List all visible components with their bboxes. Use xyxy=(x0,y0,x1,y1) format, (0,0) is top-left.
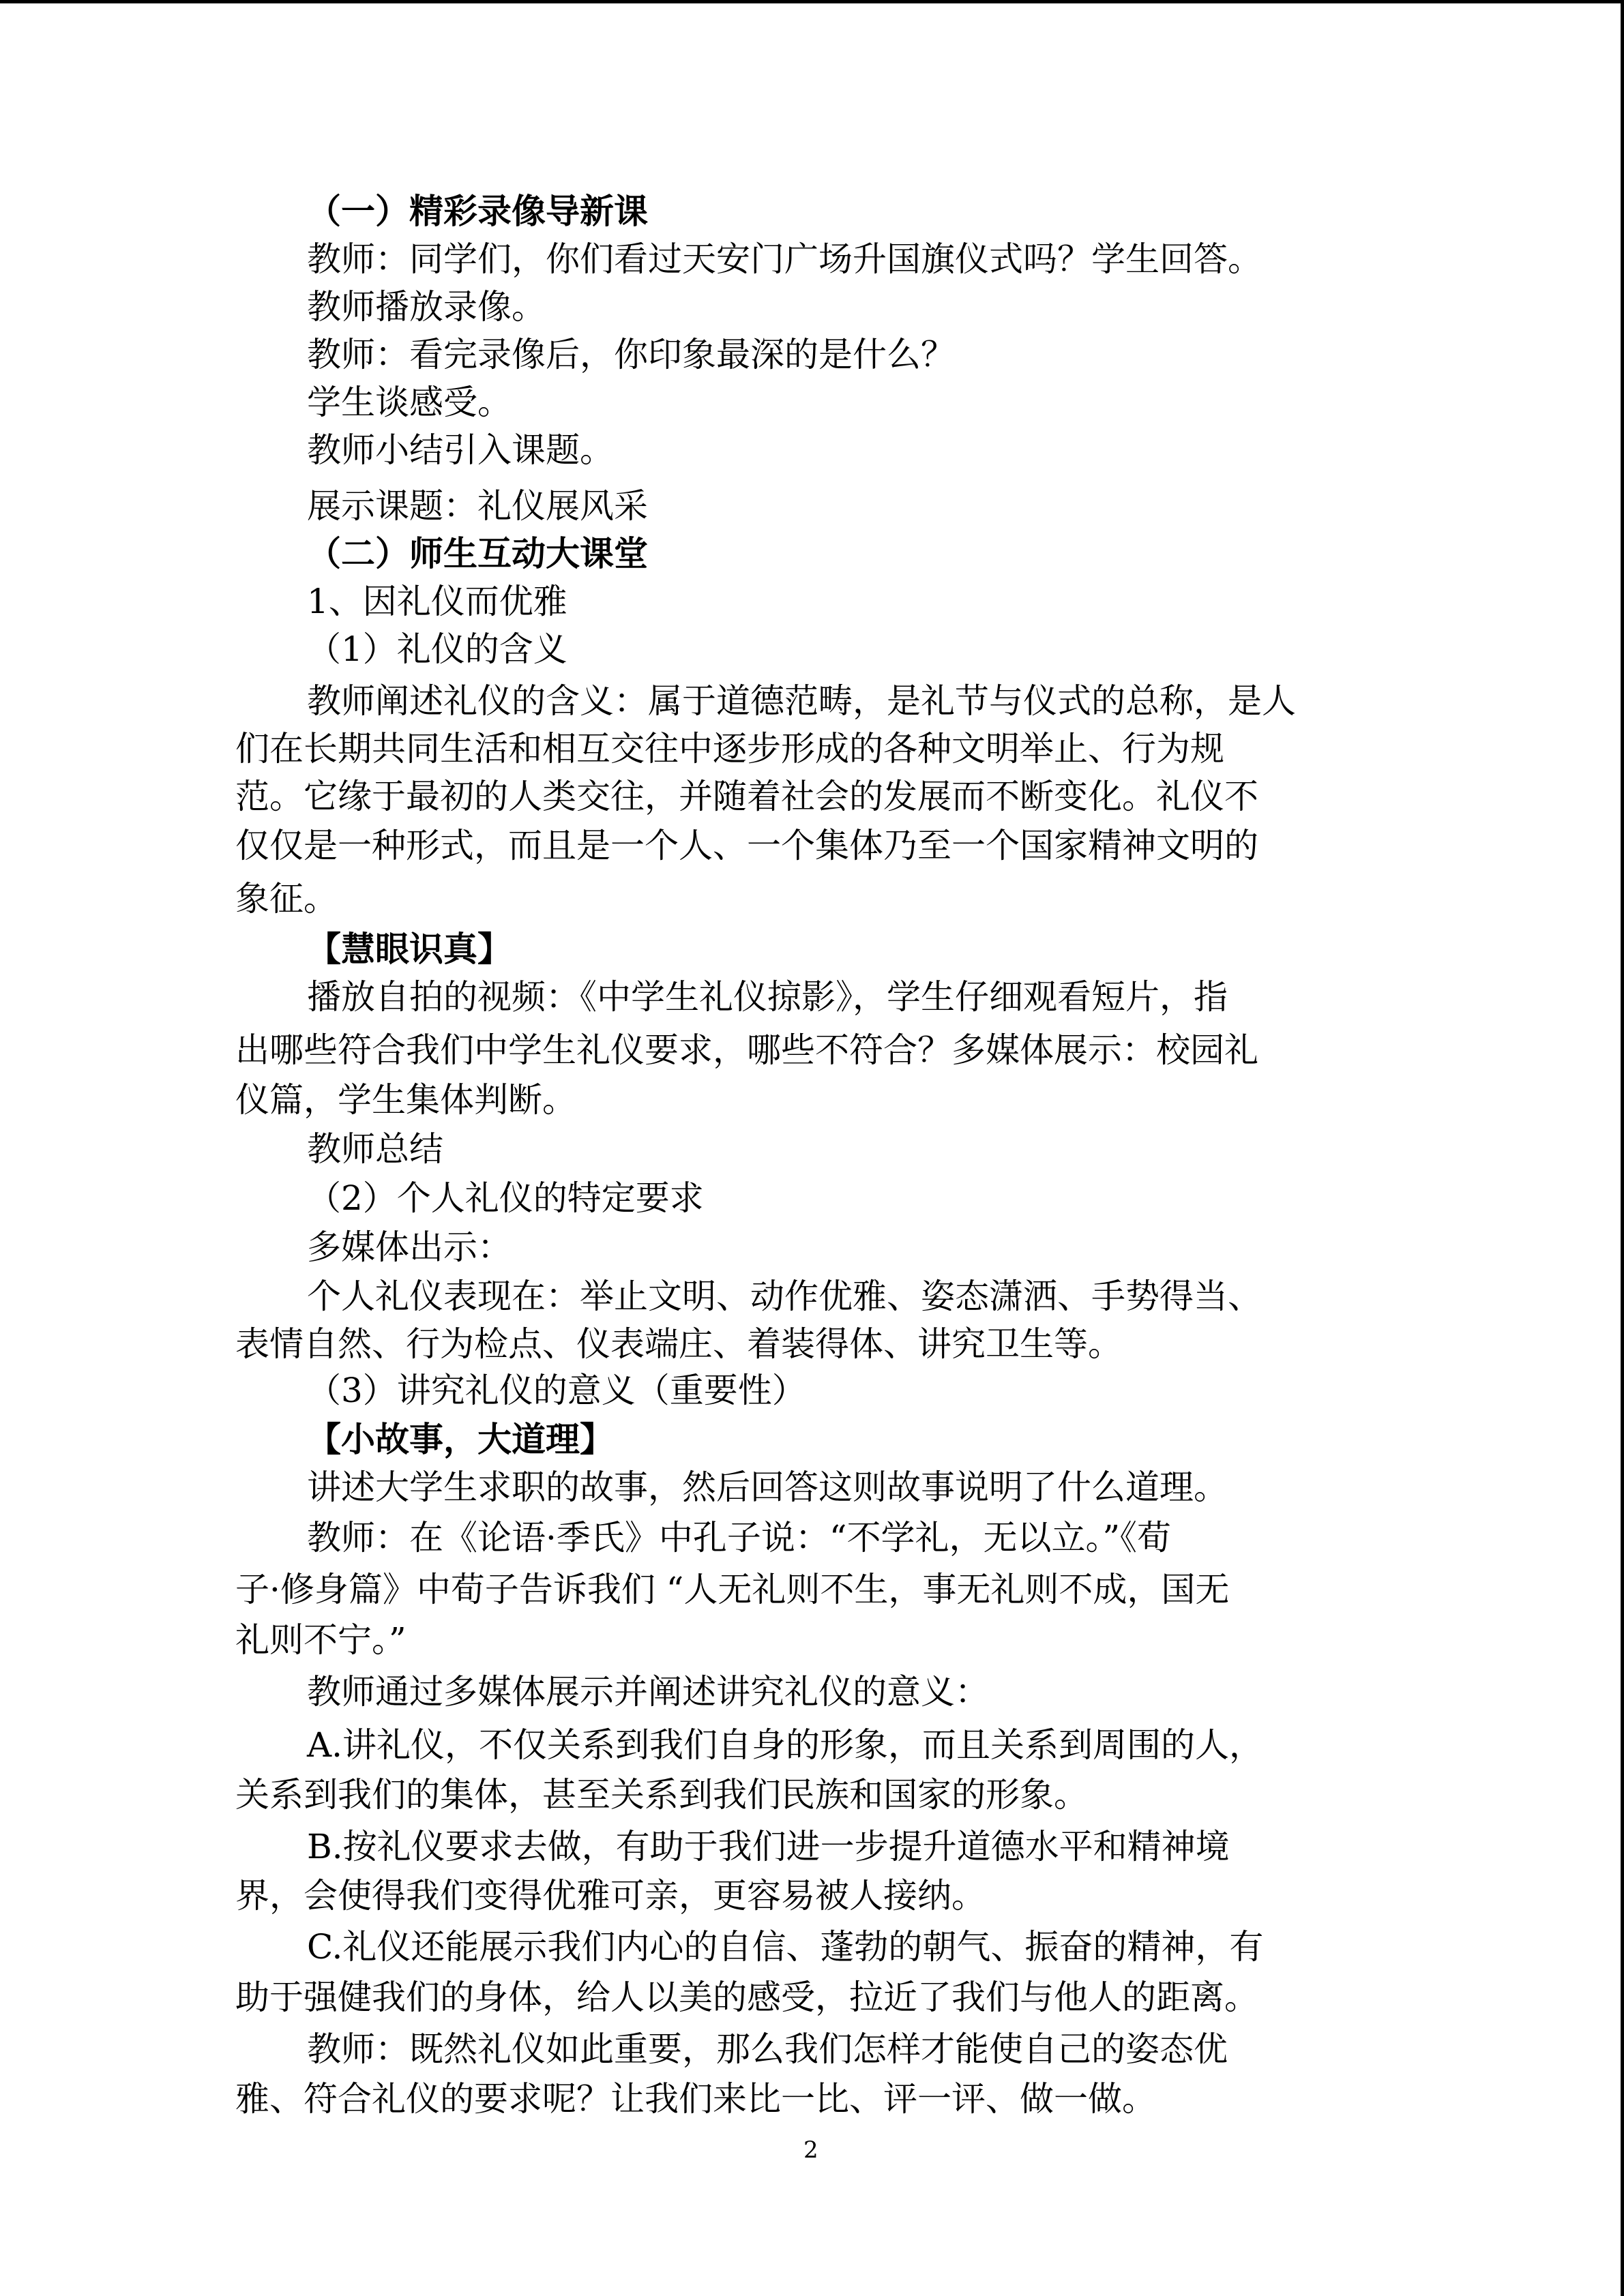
text-line: 展示课题：礼仪展风采 xyxy=(307,486,648,526)
text-line: 教师：同学们，你们看过天安门广场升国旗仪式吗？学生回答。 xyxy=(307,239,1262,279)
text-line: 助于强健我们的身体，给人以美的感受，拉近了我们与他人的距离。 xyxy=(235,1978,1258,2017)
text-line: 教师通过多媒体展示并阐述讲究礼仪的意义： xyxy=(307,1672,989,1712)
text-line: 界，会使得我们变得优雅可亲，更容易被人接纳。 xyxy=(235,1876,986,1915)
text-line: 子·修身篇》中荀子告诉我们 “人无礼则不生，事无礼则不成，国无 xyxy=(235,1570,1230,1609)
text-line: C.礼仪还能展示我们内心的自信、蓬勃的朝气、振奋的精神，有 xyxy=(307,1927,1264,1967)
text-line: 们在长期共同生活和相互交往中逐步形成的各种文明举止、行为规 xyxy=(235,729,1224,769)
subsection-heading: （2）个人礼仪的特定要求 xyxy=(307,1178,704,1218)
text-line: 雅、符合礼仪的要求呢？让我们来比一比、评一评、做一做。 xyxy=(235,2079,1156,2119)
text-line: 仅仅是一种形式，而且是一个人、一个集体乃至一个国家精神文明的 xyxy=(235,826,1258,865)
text-line: 教师：看完录像后，你印象最深的是什么？ xyxy=(307,335,955,374)
page-border-right xyxy=(1621,0,1624,2296)
text-line: 讲述大学生求职的故事，然后回答这则故事说明了什么道理。 xyxy=(307,1467,1228,1507)
text-line: 仪篇，学生集体判断。 xyxy=(235,1080,576,1120)
text-line: 教师：既然礼仪如此重要，那么我们怎样才能使自己的姿态优 xyxy=(307,2029,1228,2069)
text-line: 学生谈感受。 xyxy=(307,383,512,422)
text-line: 播放自拍的视频：《中学生礼仪掠影》，学生仔细观看短片，指 xyxy=(307,977,1228,1017)
bracket-heading: 【小故事，大道理】 xyxy=(307,1419,614,1459)
text-line: 范。它缘于最初的人类交往，并随着社会的发展而不断变化。礼仪不 xyxy=(235,777,1258,816)
text-line: 教师阐述礼仪的含义：属于道德范畴，是礼节与仪式的总称，是人 xyxy=(307,681,1296,721)
subsection-heading: （1）礼仪的含义 xyxy=(307,629,567,669)
text-line: 教师：在《论语·季氏》中孔子说：“不学礼，无以立。”《荀 xyxy=(307,1518,1172,1557)
text-line: 个人礼仪表现在：举止文明、动作优雅、姿态潇洒、手势得当、 xyxy=(307,1277,1262,1316)
bracket-heading: 【慧眼识真】 xyxy=(307,929,512,969)
page-number: 2 xyxy=(803,2136,818,2164)
text-line: 关系到我们的集体，甚至关系到我们民族和国家的形象。 xyxy=(235,1775,1088,1815)
text-line: 象征。 xyxy=(235,879,338,919)
page-border-top xyxy=(0,0,1624,3)
text-line: 教师总结 xyxy=(307,1129,443,1169)
subsection-heading: （3）讲究礼仪的意义（重要性） xyxy=(307,1371,806,1410)
text-line: 表情自然、行为检点、仪表端庄、着装得体、讲究卫生等。 xyxy=(235,1324,1122,1364)
text-line: 多媒体出示： xyxy=(307,1227,512,1267)
text-line: 教师播放录像。 xyxy=(307,287,546,327)
subsection-heading: 1、因礼仪而优雅 xyxy=(307,582,567,621)
text-line: 教师小结引入课题。 xyxy=(307,430,614,470)
text-line: B.按礼仪要求去做，有助于我们进一步提升道德水平和精神境 xyxy=(307,1827,1230,1866)
text-line: 礼则不宁。” xyxy=(235,1620,407,1660)
section-heading-1: （一）精彩录像导新课 xyxy=(307,191,648,231)
text-line: A.讲礼仪，不仅关系到我们自身的形象，而且关系到周围的人， xyxy=(307,1725,1264,1765)
text-line: 出哪些符合我们中学生礼仪要求，哪些不符合？多媒体展示：校园礼 xyxy=(235,1030,1258,1070)
section-heading-2: （二）师生互动大课堂 xyxy=(307,533,648,573)
